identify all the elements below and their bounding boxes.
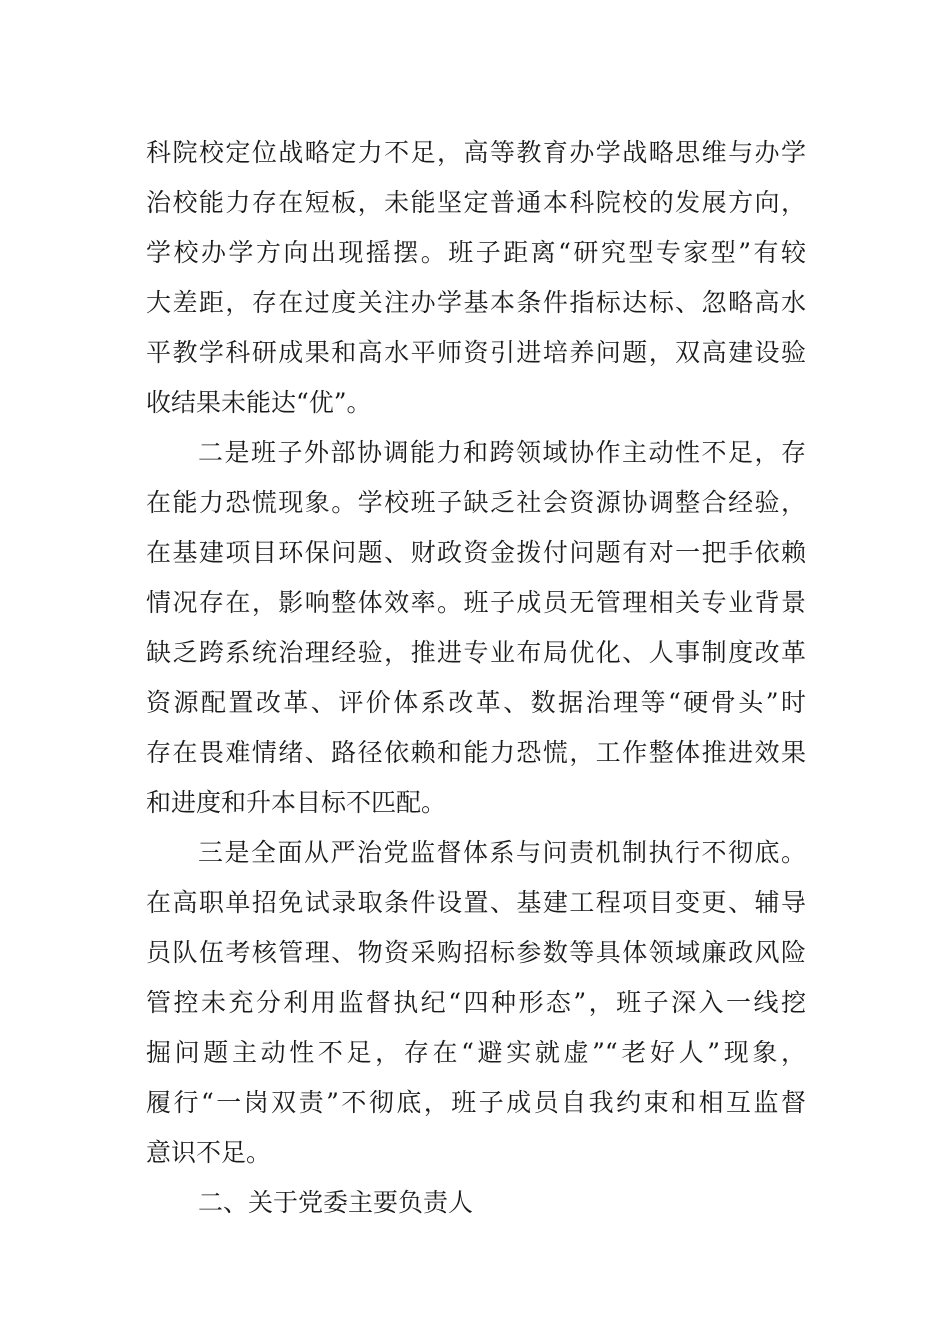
section-heading: 二、关于党委主要负责人 — [198, 1188, 474, 1217]
text-line: 在高职单招免试录取条件设置、基建工程项目变更、辅导 — [146, 888, 806, 917]
text-line: 大差距，存在过度关注办学基本条件指标达标、忽略高水 — [146, 288, 806, 317]
text-line: 治校能力存在短板，未能坚定普通本科院校的发展方向， — [146, 188, 806, 217]
text-line: 掘问题主动性不足，存在“避实就虚”“老好人”现象， — [146, 1038, 806, 1067]
text-line: 员队伍考核管理、物资采购招标参数等具体领域廉政风险 — [146, 938, 806, 967]
paragraph-first-line: 三是全面从严治党监督体系与问责机制执行不彻底。 — [198, 838, 806, 867]
text-line: 收结果未能达“优”。 — [146, 388, 372, 417]
text-line: 存在畏难情绪、路径依赖和能力恐慌，工作整体推进效果 — [146, 738, 806, 767]
text-line: 管控未充分利用监督执纪“四种形态”，班子深入一线挖 — [146, 988, 806, 1017]
text-line: 在能力恐慌现象。学校班子缺乏社会资源协调整合经验， — [146, 488, 806, 517]
text-line: 科院校定位战略定力不足，高等教育办学战略思维与办学 — [146, 138, 806, 167]
text-line: 情况存在，影响整体效率。班子成员无管理相关专业背景 — [146, 588, 806, 617]
text-line: 资源配置改革、评价体系改革、数据治理等“硬骨头”时 — [146, 688, 806, 717]
text-line: 在基建项目环保问题、财政资金拨付问题有对一把手依赖 — [146, 538, 806, 567]
text-line: 平教学科研成果和高水平师资引进培养问题，双高建设验 — [146, 338, 806, 367]
text-line: 意识不足。 — [146, 1138, 272, 1167]
text-line: 缺乏跨系统治理经验，推进专业布局优化、人事制度改革 — [146, 638, 806, 667]
text-line: 学校办学方向出现摇摆。班子距离“研究型专家型”有较 — [146, 238, 806, 267]
paragraph-first-line: 二是班子外部协调能力和跨领域协作主动性不足，存 — [198, 438, 806, 467]
text-line: 和进度和升本目标不匹配。 — [146, 788, 447, 817]
text-line: 履行“一岗双责”不彻底，班子成员自我约束和相互监督 — [146, 1088, 806, 1117]
